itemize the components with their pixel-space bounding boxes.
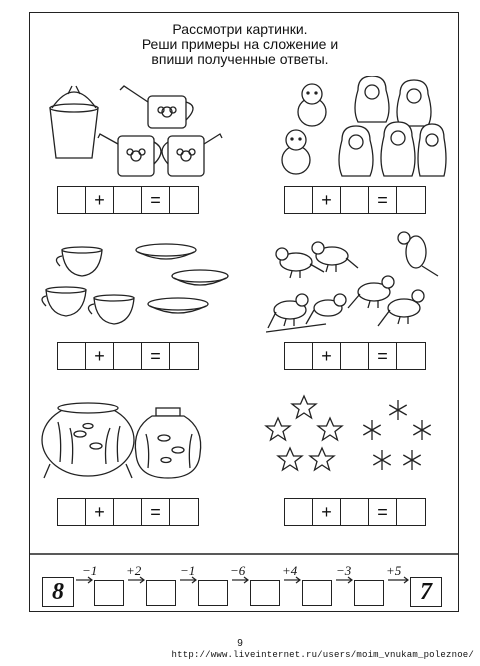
equation-row-1 [57,186,199,214]
bird-icon-6 [348,276,394,308]
equation-row-4 [284,342,426,370]
equation-row-2 [284,186,426,214]
aquariums-picture [40,398,220,484]
chain-divider-line [29,552,459,556]
answer-box[interactable] [58,343,86,369]
chain-op-6: −3 [336,563,352,578]
chain-answer-box[interactable] [198,580,228,606]
instructions [0,22,480,67]
snowflake-icon-1 [389,400,406,420]
answer-box[interactable] [397,343,425,369]
snowflake-icon-4 [373,450,390,470]
bird-icon-3 [398,232,438,276]
cup-icon-3 [88,295,134,324]
round-aquarium-icon [42,403,134,478]
matryoshka-icon-1 [355,76,389,122]
answer-box[interactable] [341,187,369,213]
star-icon-2 [266,418,290,440]
instruction-line-1: Рассмотри картинки. [172,21,308,37]
answer-box[interactable] [341,343,369,369]
equation-row-6 [284,498,426,526]
chain-answer-box[interactable] [94,580,124,606]
matryoshka-icon-3 [339,126,373,176]
chain-op-5: +4 [282,563,298,578]
cup-icon-1 [56,247,102,276]
cups-and-plates-picture [40,240,230,330]
bird-icon-5 [306,294,346,324]
chain-answer-box[interactable] [146,580,176,606]
chain-end-number: 7 [410,577,442,607]
toys-picture [268,76,448,184]
answer-box[interactable] [285,499,313,525]
branch-icon [266,324,326,332]
plus-sign: + [86,343,114,369]
bird-icon-2 [312,242,358,272]
equals-sign: = [369,499,397,525]
chain-answer-box[interactable] [302,580,332,606]
cup-icon-2 [42,287,86,316]
answer-box[interactable] [397,187,425,213]
answer-box[interactable] [170,187,198,213]
plus-sign: + [313,499,341,525]
chain-answer-box[interactable] [250,580,280,606]
matryoshka-icon-4 [381,122,415,176]
answer-box[interactable] [170,343,198,369]
matryoshka-icon-5 [418,124,446,176]
answer-box[interactable] [341,499,369,525]
answer-box[interactable] [285,187,313,213]
watering-can-icon-left [98,134,161,176]
watering-can-icon-right [162,134,222,176]
equation-row-3 [57,342,199,370]
chain-op-2: +2 [126,563,142,578]
equals-sign: = [142,343,170,369]
star-icon-3 [318,418,342,440]
chain-start-number: 8 [42,577,74,607]
equation-row-5 [57,498,199,526]
birds-picture [266,228,456,336]
snowflake-icon-3 [413,420,430,440]
snowflake-icon-2 [363,420,380,440]
plate-icon-3 [148,298,208,313]
instruction-line-3: впиши полученные ответы. [151,51,329,67]
plate-icon-1 [136,244,196,259]
instruction-line-2: Реши примеры на сложение и [141,36,339,52]
stars-and-snowflakes-picture [260,394,450,480]
answer-box[interactable] [170,499,198,525]
roly-poly-toy-icon-top [298,84,326,126]
chain-op-7: +5 [386,563,402,578]
answer-box[interactable] [58,499,86,525]
star-icon-5 [310,448,334,470]
star-icon-1 [292,396,316,418]
plate-icon-2 [172,270,228,285]
plus-sign: + [313,187,341,213]
roly-poly-toy-icon-bottom [282,130,310,174]
bird-icon-4 [268,294,308,328]
chain-op-4: −6 [230,563,246,578]
star-icon-4 [278,448,302,470]
equals-sign: = [142,499,170,525]
chain-op-3: −1 [180,563,196,578]
answer-box[interactable] [58,187,86,213]
plus-sign: + [313,343,341,369]
answer-box[interactable] [114,187,142,213]
answer-box[interactable] [285,343,313,369]
answer-box[interactable] [114,343,142,369]
plus-sign: + [86,187,114,213]
source-url: http://www.liveinternet.ru/users/moim_vnukam_poleznoe/ [171,650,474,660]
plus-sign: + [86,499,114,525]
answer-box[interactable] [397,499,425,525]
equals-sign: = [369,187,397,213]
matryoshka-icon-2 [397,80,431,126]
watering-can-icon-top [120,86,193,128]
equals-sign: = [142,187,170,213]
jar-aquarium-icon [135,408,200,478]
equals-sign: = [369,343,397,369]
chain-answer-box[interactable] [354,580,384,606]
snowflake-icon-5 [403,450,420,470]
chain-op-1: −1 [82,563,98,578]
bucket-and-watering-cans-picture [44,80,224,182]
answer-box[interactable] [114,499,142,525]
bucket-icon [50,86,98,158]
page-number: 9 [237,638,243,649]
